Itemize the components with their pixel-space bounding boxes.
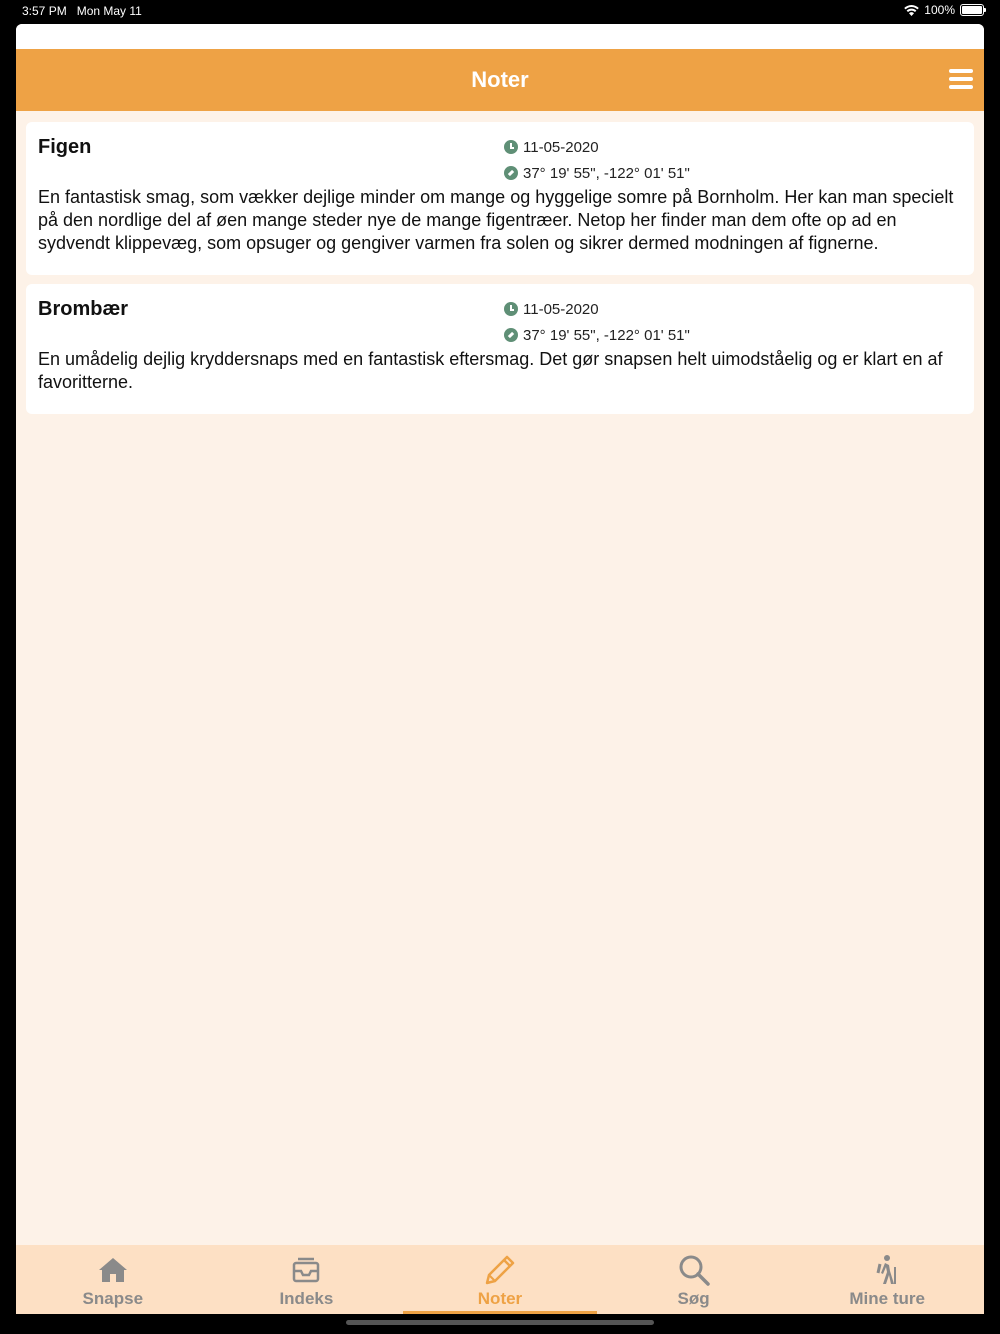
tab-label: Søg (677, 1289, 710, 1308)
compass-icon (504, 166, 518, 180)
note-title: Brombær (38, 298, 129, 320)
home-indicator (346, 1320, 654, 1325)
tab-label: Snapse (82, 1289, 144, 1308)
clock-icon (504, 140, 518, 154)
compass-icon (504, 328, 518, 342)
note-title: Figen (38, 136, 92, 158)
search-icon (677, 1253, 711, 1287)
note-location: 37° 19' 55", -122° 01' 51" (523, 164, 690, 182)
tab-label: Mine ture (849, 1289, 925, 1308)
status-date: Mon May 11 (76, 4, 142, 18)
note-location: 37° 19' 55", -122° 01' 51" (523, 326, 690, 344)
home-icon (96, 1253, 130, 1287)
clock-icon (504, 302, 518, 316)
tab-bar (16, 1245, 984, 1314)
note-body: En fantastisk smag, som vækker dejlige minder om mange og hyggelige somre på Bornholm. Her kan man specielt på den nordlige del af øen mange steder nye de mange figentræer. Netop her finder man dem ofte op ad en sydvendt klippevæg, som opsuger og gengiver varmen fra solen og sikrer dermed modningen af fignerne. (38, 187, 954, 253)
tab-sog[interactable] (597, 1245, 791, 1314)
active-tab-indicator (403, 1311, 597, 1314)
tab-mine-ture[interactable] (790, 1245, 984, 1314)
notes-list (16, 111, 984, 414)
tab-indeks[interactable] (210, 1245, 404, 1314)
tab-noter[interactable] (403, 1245, 597, 1314)
note-card[interactable] (26, 122, 974, 275)
page-title: Noter (471, 67, 529, 92)
app-window (16, 24, 984, 1314)
tab-label: Noter (477, 1289, 523, 1308)
note-meta (504, 134, 690, 186)
tray-icon (289, 1253, 323, 1287)
hiker-icon (870, 1253, 904, 1287)
note-date: 11-05-2020 (523, 138, 599, 156)
pencil-icon (483, 1253, 517, 1287)
battery-percent: 100% (924, 3, 955, 17)
battery-icon (960, 4, 984, 16)
status-time: 3:57 PM (22, 4, 67, 18)
tab-snapse[interactable] (16, 1245, 210, 1314)
status-bar (0, 0, 1000, 22)
hamburger-menu-icon[interactable] (949, 69, 973, 91)
navigation-bar (16, 49, 984, 111)
note-meta (504, 296, 690, 348)
tab-label: Indeks (279, 1289, 334, 1308)
note-card[interactable] (26, 284, 974, 414)
note-body: En umådelig dejlig kryddersnaps med en fantastisk eftersmag. Det gør snapsen helt uimodståelig og er klart en af favoritterne. (38, 349, 943, 392)
wifi-icon (904, 5, 919, 16)
note-date: 11-05-2020 (523, 300, 599, 318)
top-strip (16, 24, 984, 49)
